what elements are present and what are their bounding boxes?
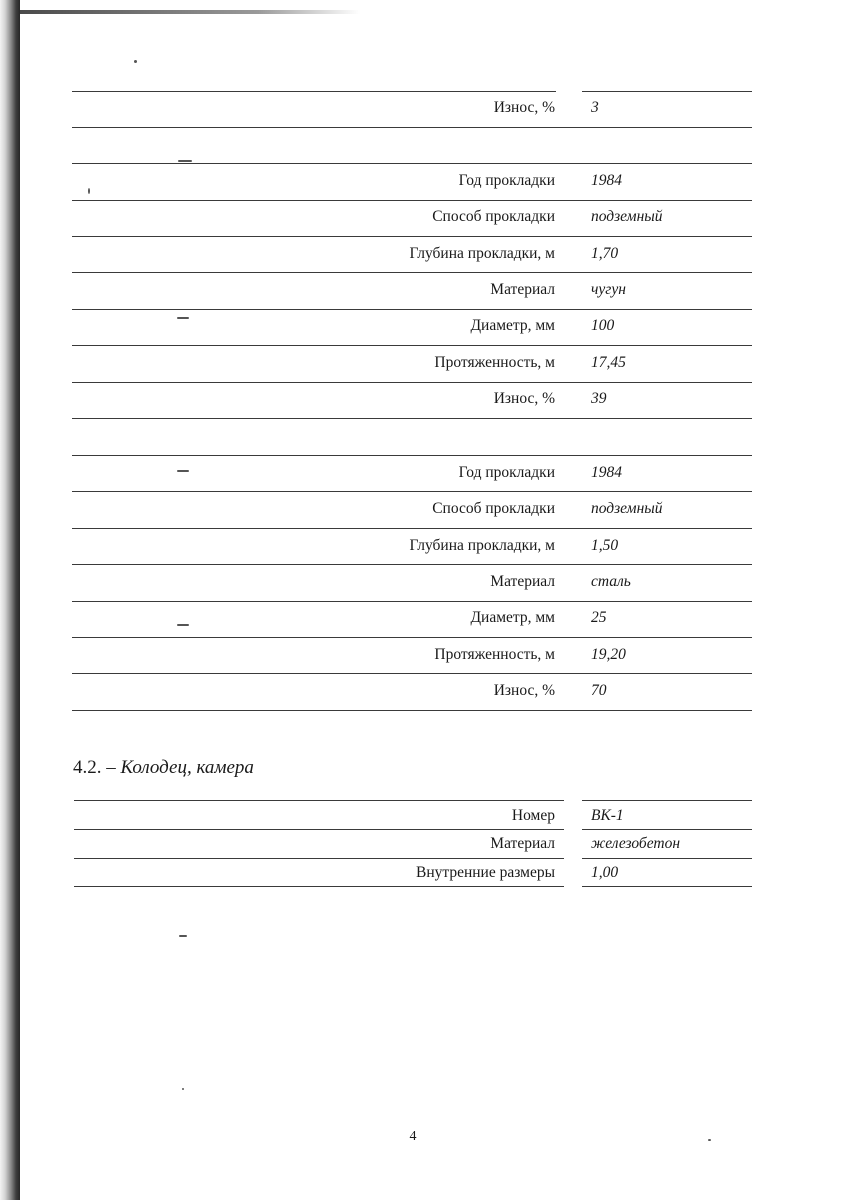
- table-rule: [72, 637, 752, 638]
- table-rule: [72, 127, 752, 128]
- section-number: 4.2. –: [73, 757, 116, 778]
- row-value: 1,50: [591, 537, 619, 554]
- scan-speck: [134, 60, 137, 63]
- row-value: подземный: [591, 208, 663, 225]
- row-value: подземный: [591, 500, 663, 517]
- row-value: 17,45: [591, 354, 626, 371]
- row-value: 70: [591, 682, 607, 699]
- scan-top-mark: [20, 10, 360, 14]
- scan-speck: [179, 935, 187, 937]
- row-value: 1,00: [591, 864, 619, 881]
- row-label: Материал: [490, 835, 555, 852]
- table-rule: [72, 91, 556, 92]
- row-label: Способ прокладки: [432, 208, 555, 225]
- table-rule: [72, 455, 752, 456]
- table-rule: [582, 800, 752, 801]
- row-value: 1,70: [591, 245, 619, 262]
- table-rule: [72, 601, 752, 602]
- row-label: Износ, %: [493, 682, 555, 699]
- section-heading: [73, 757, 254, 779]
- table-rule: [72, 272, 752, 273]
- section-title: Колодец, камера: [120, 757, 254, 778]
- row-label: Материал: [490, 281, 555, 298]
- row-label: Протяженность, м: [434, 354, 555, 371]
- row-label: Диаметр, мм: [470, 609, 555, 626]
- table-rule: [72, 345, 752, 346]
- row-value: железобетон: [591, 835, 681, 852]
- table-rule: [72, 236, 752, 237]
- row-label: Внутренние размеры: [415, 864, 555, 881]
- row-value: 19,20: [591, 646, 626, 663]
- row-label: Глубина прокладки, м: [409, 245, 555, 262]
- table-rule: [72, 528, 752, 529]
- row-label: Диаметр, мм: [470, 317, 555, 334]
- table-rule: [72, 382, 752, 383]
- table-rule: [72, 163, 752, 164]
- table-rule: [582, 886, 752, 887]
- page-number: 4: [409, 1129, 417, 1144]
- table-rule: [72, 200, 752, 201]
- row-label: Износ, %: [493, 99, 555, 116]
- table-rule: [72, 710, 752, 711]
- row-label: Глубина прокладки, м: [409, 537, 555, 554]
- row-value: чугун: [591, 281, 626, 298]
- table-rule: [74, 800, 564, 801]
- row-label: Износ, %: [493, 390, 555, 407]
- row-label: Способ прокладки: [432, 500, 555, 517]
- table-rule: [74, 886, 564, 887]
- table-rule: [74, 829, 564, 830]
- row-label: Год прокладки: [458, 464, 555, 481]
- row-label: Год прокладки: [458, 172, 555, 189]
- scan-shadow-edge: [0, 0, 20, 1200]
- row-value: сталь: [591, 573, 631, 590]
- table-rule: [582, 858, 752, 859]
- table-rule: [582, 91, 752, 92]
- row-value: 3: [591, 99, 599, 116]
- row-label: Номер: [511, 807, 555, 824]
- row-label: Протяженность, м: [434, 646, 555, 663]
- row-value: 1984: [591, 464, 622, 481]
- scan-speck: [182, 1088, 184, 1090]
- row-value: ВК-1: [591, 807, 624, 824]
- table-rule: [72, 564, 752, 565]
- table-rule: [72, 309, 752, 310]
- row-value: 39: [591, 390, 607, 407]
- table-rule: [582, 829, 752, 830]
- row-value: 100: [591, 317, 615, 334]
- row-value: 25: [591, 609, 607, 626]
- row-label: Материал: [490, 573, 555, 590]
- table-rule: [72, 418, 752, 419]
- table-rule: [74, 858, 564, 859]
- row-value: 1984: [591, 172, 622, 189]
- scan-speck: [178, 160, 192, 162]
- table-rule: [72, 673, 752, 674]
- table-rule: [72, 491, 752, 492]
